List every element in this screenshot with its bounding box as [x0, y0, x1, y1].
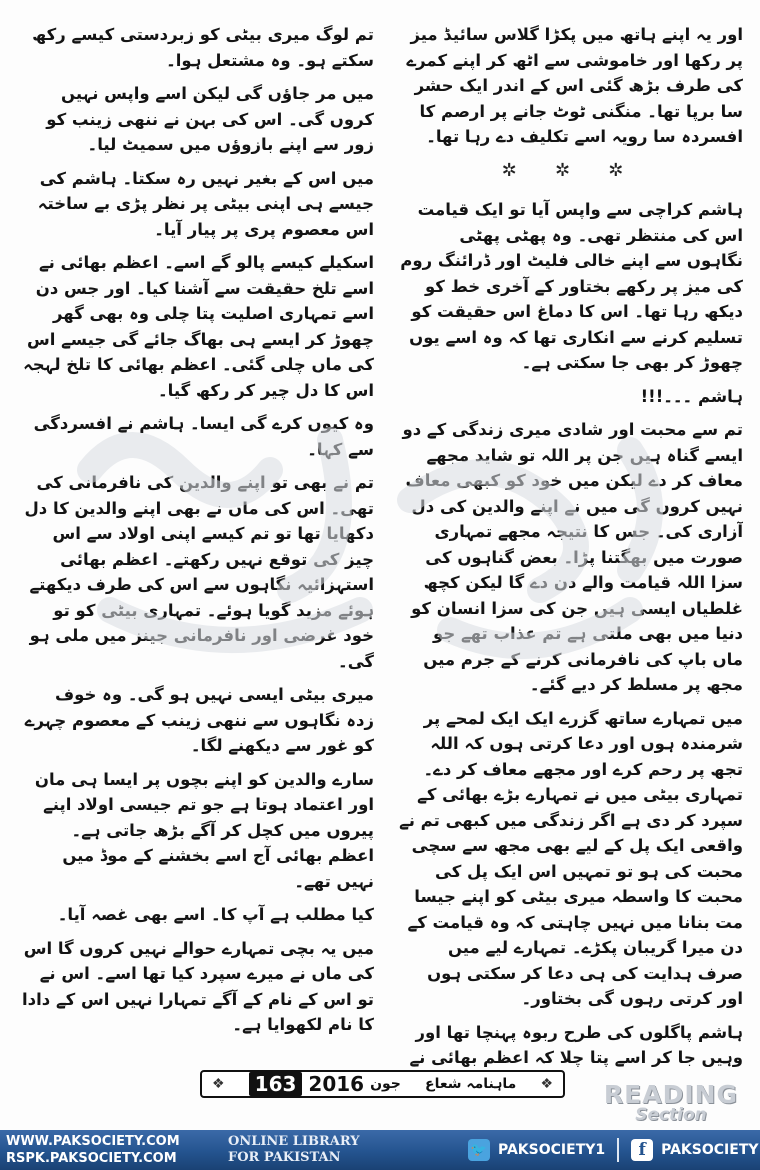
reading-section-logo	[596, 1080, 746, 1130]
site-url-link[interactable]: WWW.PAKSOCIETY.COM	[6, 1134, 180, 1149]
paragraph: میں مر جاؤں گی لیکن اسے واپس نہیں کروں گی۔ اس کی بہن نے ننھی زینب کو زور سے اپنے بازوؤں میں سمیٹ لیا۔	[46, 84, 374, 154]
facebook-handle[interactable]: PAKSOCIETY	[661, 1142, 759, 1158]
paragraph: تم لوگ میری بیٹی کو زبردستی کیسے رکھ سکتے ہو۔ وہ مشتعل ہوا۔	[32, 25, 374, 70]
page-footer-band	[200, 1070, 565, 1098]
site-urls	[0, 1133, 228, 1167]
twitter-bird-icon[interactable]: 🐦	[468, 1139, 490, 1161]
footer-year: 2016	[308, 1072, 365, 1096]
footer-ornament-icon: ❖	[540, 1076, 553, 1092]
paragraph: تم سے محبت اور شادی میری زندگی کے دو ایسے گناہ ہیں جن پر اللہ تو شاید مجھے معاف کر دے لیکن میں خود کو کبھی معاف نہیں کروں گی میں نے اپنے والدین کی دل آزاری کی۔ جس کا نتیجہ مجھے تمہاری صورت میں بھگتنا پڑا۔ بعض گناہوں کی سزا اللہ قیامت والے دن دے گا لیکن کچھ غلطیاں ایسی ہیں جن کی سزا انسان کو دنیا میں بھی ملتی ہے تم عذاب تھے جو ماں باپ کی نافرمانی کرنے کے جرم میں مجھ پر مسلط کر دیے گئے۔	[402, 420, 743, 694]
paragraph: تم نے بھی تو اپنے والدین کی نافرمانی کی تھی۔ اس کی ماں نے بھی اپنے والدین کا دل دکھایا تھا تو تم کیسے اپنی اولاد سے اس چیز کی توقع نہیں رکھتے۔ اعظم بھائی استہزائیہ نگاہوں سے اس کی طرف دیکھتے ہوئے مزید گویا ہوئے۔ تمہاری بیٹی کو تو خود غرضی اور نافرمانی جینز میں ملی ہو گی۔	[24, 473, 374, 671]
site-url-link[interactable]: RSPK.PAKSOCIETY.COM	[6, 1151, 177, 1166]
library-line2: FOR PAKISTAN	[228, 1150, 341, 1165]
site-bottom-bar	[0, 1130, 760, 1170]
paragraph: وہ کیوں کرے گی ایسا۔ ہاشم نے افسردگی سے کہا۔	[33, 414, 374, 459]
facebook-f-icon[interactable]: f	[631, 1139, 653, 1161]
magazine-name: ماہنامہ شعاع	[425, 1076, 517, 1092]
paragraph: اور یہ اپنے ہاتھ میں پکڑا گلاس سائیڈ میز پر رکھا اور خاموشی سے اٹھ کر اپنے کمرے کی طرف بڑھ گئی اس کے اندر ایک حشر سا برپا تھا۔ منگنی ٹوٹ جانے پر ارصم کا افسردہ سا رویہ اسے تکلیف دے رہا تھا۔	[406, 25, 743, 146]
footer-ornament-icon: ❖	[212, 1076, 225, 1092]
page-number: 163	[249, 1072, 303, 1096]
paragraph: میں تمہارے ساتھ گزرے ایک ایک لمحے پر شرمندہ ہوں اور دعا کرتی ہوں کہ اللہ تجھ پر رحم کرے اور مجھے معاف کر دے۔ تمہاری بیٹی میں نے تمہارے بڑے بھائی کے سپرد کر دی ہے اگر زندگی میں کبھی تم نے واقعی ایک پل کے لیے بھی مجھ سے سچی محبت کی ہو تو تمہیں اس ایک پل کی محبت کا واسطہ میری بیٹی کو اپنے جیسا مت بنانا میں نہیں چاہتی کہ وہ قیامت کے دن میرا گریبان پکڑے۔ تمہارے لیے میں صرف ہدایت کی ہی دعا کر سکتی ہوں اور کرتی رہوں گی بختاور۔	[399, 708, 743, 1008]
paragraph: میں اس کے بغیر نہیں رہ سکتا۔ ہاشم کی جیسے ہی اپنی بیٹی پر نظر پڑی بے ساختہ اس معصوم پری پر پیار آیا۔	[37, 168, 374, 239]
footer-date	[249, 1072, 401, 1096]
left-text-column	[22, 22, 374, 1067]
online-library-label	[228, 1134, 378, 1166]
paragraph: میں یہ بچی تمہارے حوالے نہیں کروں گا اس کی ماں نے میرے سپرد کیا تھا اسے۔ اس نے تو اس کے نام کے آگے تمہارا نہیں اس کے دادا کا نام لکھوایا ہے۔	[22, 938, 374, 1034]
paragraph: کیا مطلب ہے آپ کا۔ اسے بھی غصہ آیا۔	[57, 905, 374, 924]
paragraph: ہاشم ۔۔۔!!!	[640, 386, 743, 406]
paragraph: ہاشم پاگلوں کی طرح ربوہ پہنچا تھا اور وہیں جا کر اسے پتا چلا کہ اعظم بھائی نے	[409, 1022, 743, 1067]
paragraph: اسکیلے کیسے پالو گے اسے۔ اعظم بھائی نے اسے تلخ حقیقت سے آشنا کیا۔ اور جس دن اسے تمہاری اصلیت پتا چلی وہ بھی گھر چھوڑ کر ایسے ہی بھاگ جائے گی جیسے اس کی ماں چلی گئی۔ اعظم بھائی کا تلخ لہجہ اس کا دل چیر کر رکھ گیا۔	[23, 253, 374, 400]
reading-logo-line2: Section	[635, 1105, 707, 1125]
library-line1: ONLINE LIBRARY	[228, 1134, 360, 1149]
social-links	[468, 1138, 759, 1162]
section-divider-stars: ✲ ✲ ✲	[501, 159, 640, 181]
paragraph: میری بیٹی ایسی نہیں ہو گی۔ وہ خوف زدہ نگاہوں سے ننھی زینب کے معصوم چہرے کو غور سے دیکھنے لگا۔	[24, 685, 374, 755]
reading-logo-line1: READING	[603, 1080, 739, 1109]
social-separator	[617, 1138, 619, 1162]
paragraph: ہاشم کراچی سے واپس آیا تو ایک قیامت اس کی منتظر تھی۔ وہ پھٹی پھٹی نگاہوں سے اپنے خالی فلیٹ اور ڈرائنگ روم کی میز پر رکھے بختاور کے آخری خط کو دیکھ رہا تھا۔ اس کا دماغ اس حقیقت کو تسلیم کرنے سے انکاری تھا کہ وہ اسے یوں چھوڑ کر بھی جا سکتی ہے۔	[400, 200, 743, 372]
right-text-column	[398, 22, 743, 1067]
paragraph: سارے والدین کو اپنے بچوں پر ایسا ہی مان اور اعتماد ہوتا ہے جو تم جیسی اولاد اپنے پیروں میں کچل کر آگے بڑھ جاتی ہے۔ اعظم بھائی آج اسے بخشنے کے موڈ میں نہیں تھے۔	[34, 769, 374, 891]
twitter-handle[interactable]: PAKSOCIETY1	[498, 1142, 606, 1158]
footer-month: جون	[370, 1076, 401, 1092]
